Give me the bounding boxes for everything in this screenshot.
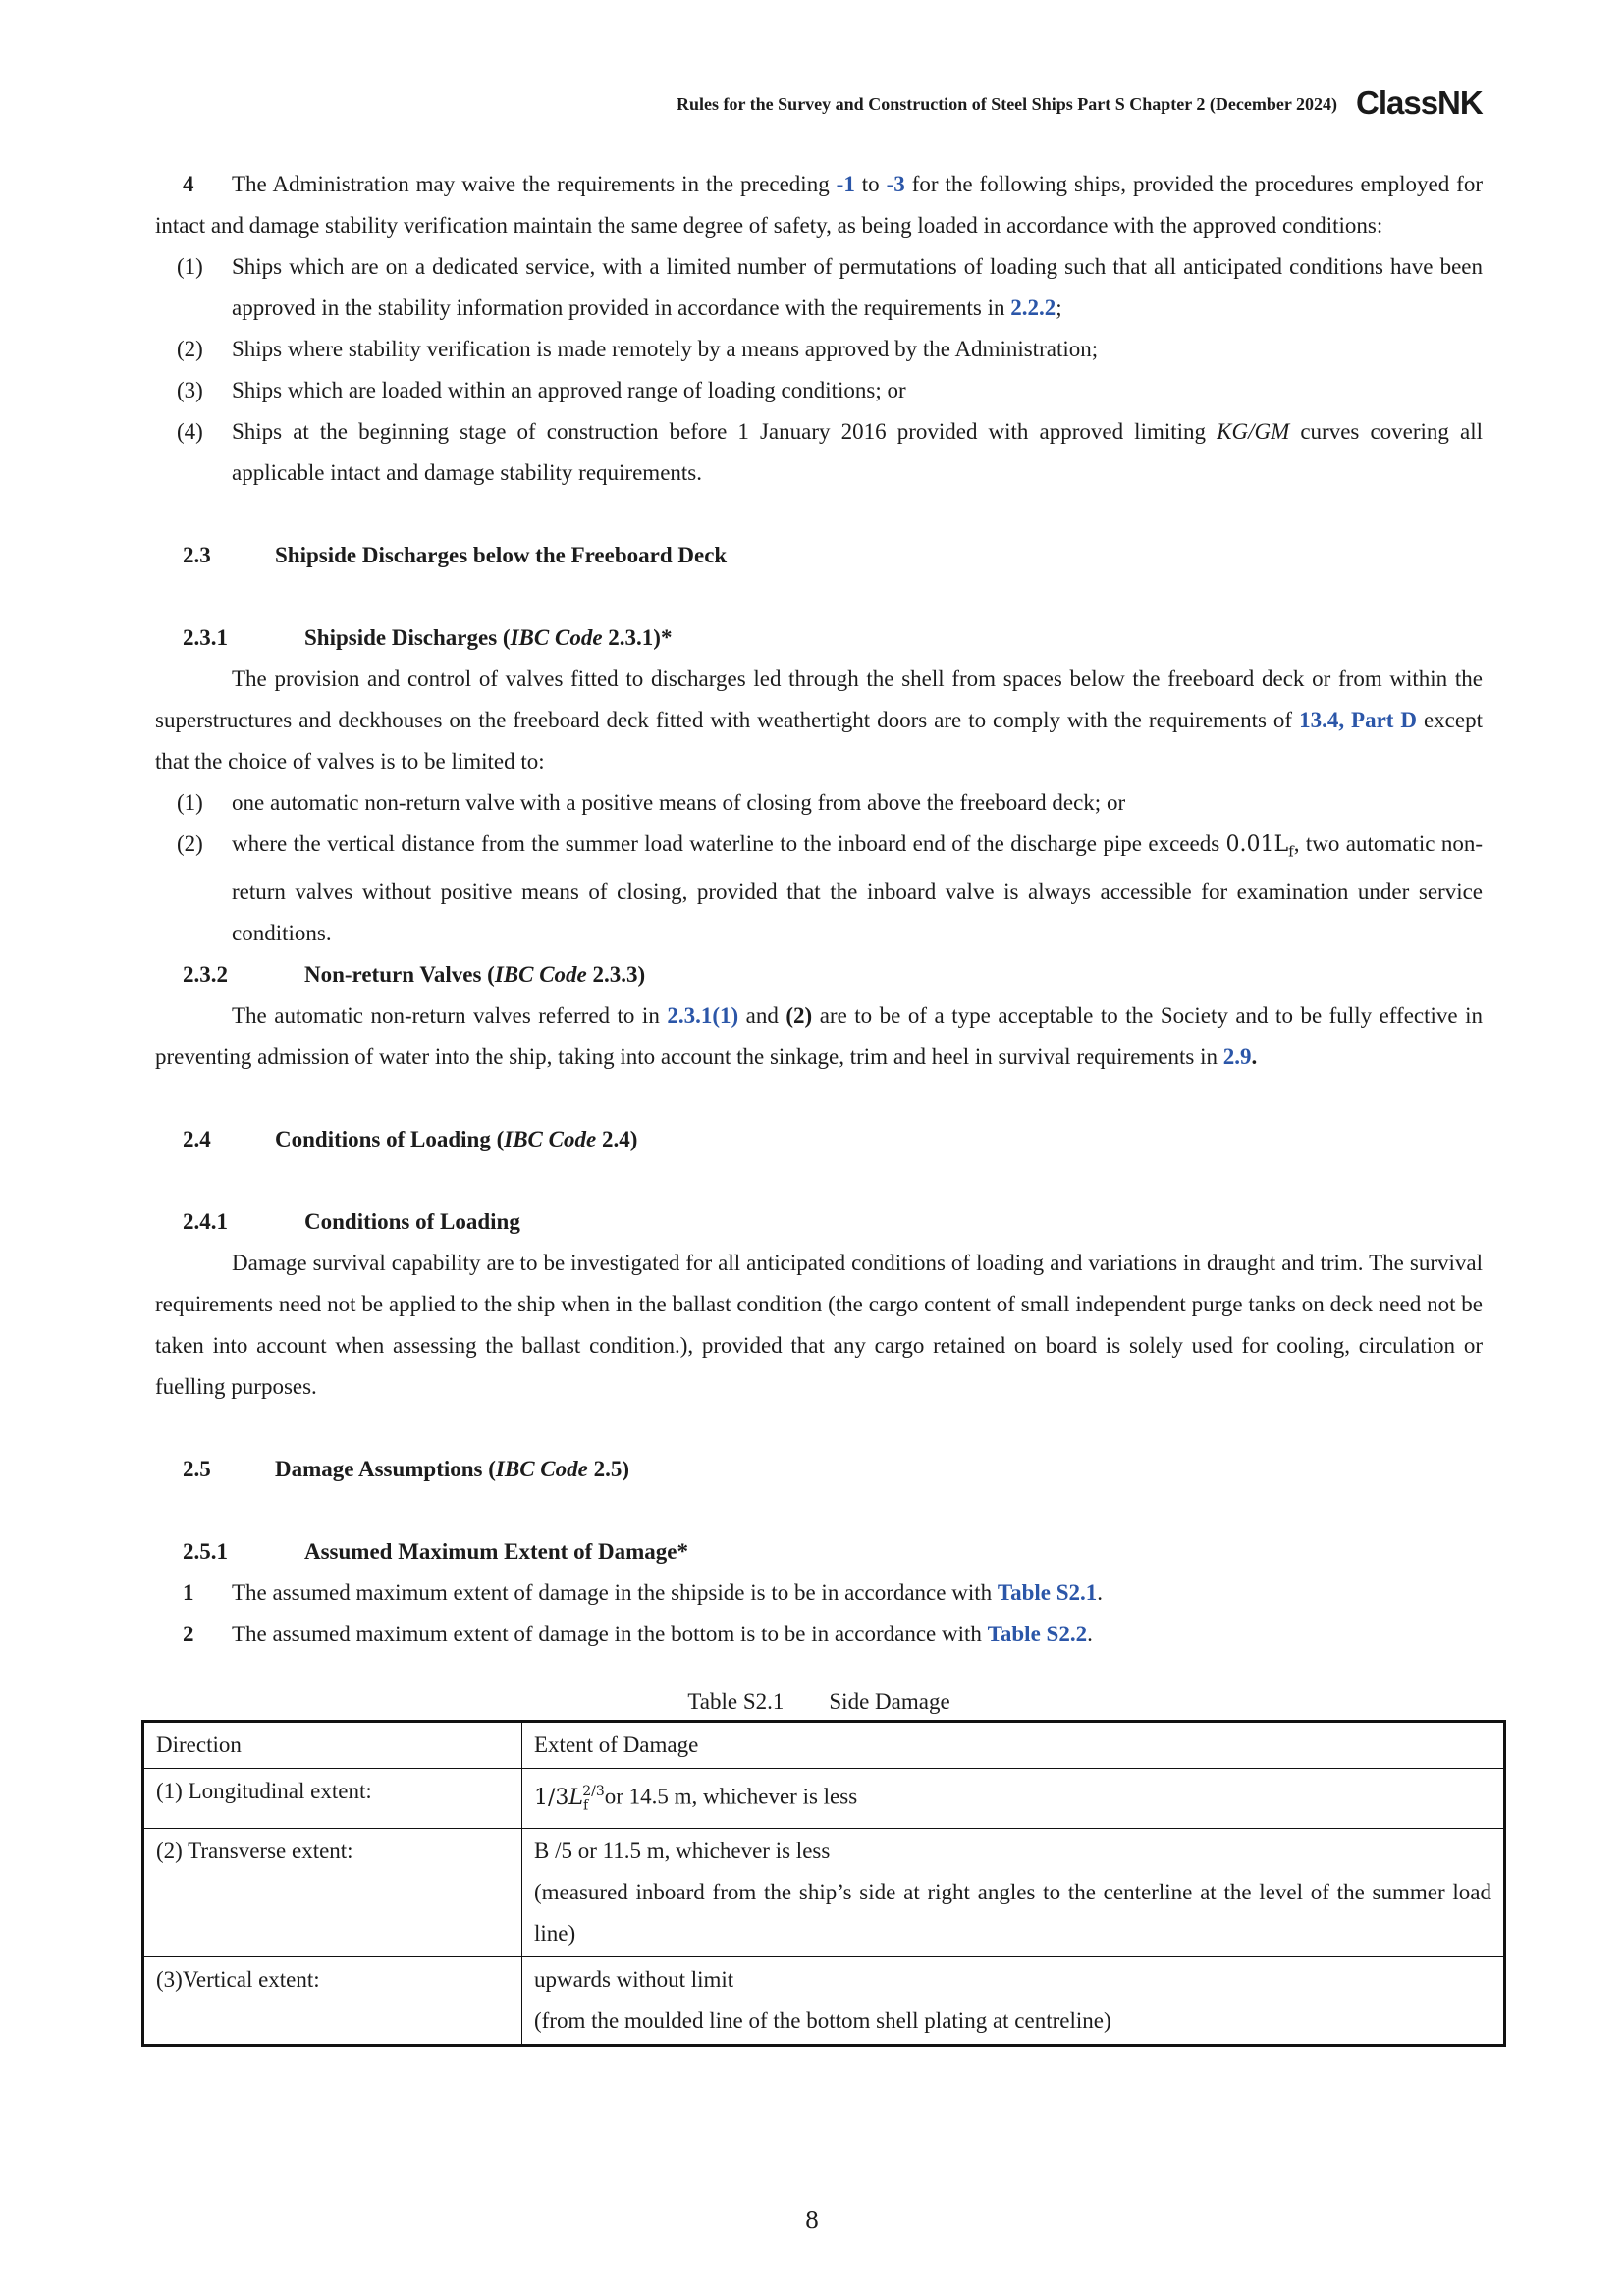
table-number: Table S2.1	[687, 1689, 785, 1715]
math-expression	[534, 1784, 605, 1814]
section-number: 2.3.1	[183, 625, 228, 650]
list-item	[155, 246, 1483, 329]
math-variable: L	[568, 1785, 584, 1810]
ref-link[interactable]: -3	[886, 172, 905, 196]
header-cell: Extent of Damage	[522, 1722, 1505, 1769]
section-title: 2.5)	[587, 1457, 630, 1482]
italic-text: IBC Code	[510, 625, 603, 650]
item-label: (3)	[177, 378, 203, 402]
section-title: Conditions of Loading (	[275, 1127, 505, 1152]
text: The automatic non-return valves referred to in	[232, 1003, 668, 1029]
table-row	[143, 1829, 1505, 1957]
item-label: (2)	[177, 831, 203, 856]
section-title: Conditions of Loading	[304, 1209, 520, 1235]
paragraph-number: 4	[183, 172, 194, 196]
table-row	[143, 1957, 1505, 2046]
table-cell	[522, 1957, 1505, 2046]
section-number: 2.3	[183, 543, 211, 567]
cell-line: (from the moulded line of the bottom shell plating at centreline)	[534, 2008, 1111, 2034]
text: .	[1087, 1622, 1093, 1647]
text: Ships which are on a dedicated service, with a limited number of permutations of loading such that all anticipated conditions have been approved in the stability information provided in accordance with the requirements in	[232, 254, 1483, 320]
text: The provision and control of valves fitted to discharges led through the shell from spaces below the freeboard deck or from within the superstructures and deckhouses on the freeboard deck fitted with weathertight doors are to comply with the requirements of	[155, 667, 1483, 732]
ref-link[interactable]: 2.3.1(1)	[667, 1003, 739, 1029]
ref-link[interactable]: Table S2.2	[987, 1622, 1088, 1647]
ref-link[interactable]: -1	[836, 172, 855, 196]
table-cell: (2) Transverse extent:	[143, 1829, 522, 1957]
section-heading-2-4-1	[155, 1201, 1483, 1243]
cell-line: B /5 or 11.5 m, whichever is less	[534, 1839, 831, 1864]
item-label: (1)	[177, 254, 203, 279]
table-cell	[522, 1829, 1505, 1957]
table-cell: (1) Longitudinal extent:	[143, 1769, 522, 1829]
list-item	[155, 411, 1483, 494]
text: The assumed maximum extent of damage in the shipside is to be in accordance with	[232, 1580, 998, 1606]
section-title: Assumed Maximum Extent of Damage*	[304, 1539, 688, 1565]
math-text: 0.01L	[1225, 832, 1289, 857]
section-heading-2-3-1	[155, 617, 1483, 659]
table-caption	[155, 1684, 1483, 1720]
paragraph	[155, 659, 1483, 782]
table-cell: (3)Vertical extent:	[143, 1957, 522, 2046]
section-number: 2.3.2	[183, 962, 228, 988]
section-number: 2.4	[183, 1127, 211, 1152]
section-title: Shipside Discharges below the Freeboard Deck	[275, 543, 728, 567]
text: to	[854, 172, 887, 196]
math-superscript: 2/3	[582, 1784, 605, 1800]
italic-text: IBC Code	[494, 962, 587, 988]
math-expression	[1225, 832, 1294, 861]
section-heading-2-5	[155, 1449, 1483, 1490]
item-label: (4)	[177, 419, 203, 444]
paragraph-1	[155, 1573, 1483, 1614]
ref-link[interactable]: Table S2.1	[997, 1580, 1098, 1606]
text: The assumed maximum extent of damage in the bottom is to be in accordance with	[232, 1622, 988, 1647]
section-heading-2-4	[155, 1119, 1483, 1160]
text: one automatic non-return valve with a positive means of closing from above the freeboard deck; or	[232, 790, 1126, 815]
section-number: 2.4.1	[183, 1209, 228, 1235]
ref-link[interactable]: 2.2.2	[1010, 295, 1056, 320]
cell-line: upwards without limit	[534, 1967, 734, 1993]
paragraph: Damage survival capability are to be investigated for all anticipated conditions of loading and variations in draught and trim. The survival requirements need not be applied to the ship when in the ballast condition (the cargo content of small independent purge tanks on deck need not be taken into account when assessing the ballast condition.), provided that any cargo retained on board is solely used for cooling, circulation or fuelling purposes.	[155, 1251, 1483, 1400]
math-subscript: f	[1288, 842, 1294, 861]
italic-text: IBC Code	[504, 1127, 597, 1152]
section-title: 2.4)	[596, 1127, 638, 1152]
list-item	[155, 824, 1483, 954]
section-heading-2-3-2	[155, 954, 1483, 995]
paragraph-2	[155, 1614, 1483, 1655]
header-cell: Direction	[143, 1722, 522, 1769]
section-heading-2-3	[155, 535, 1483, 576]
text: ;	[1056, 295, 1062, 320]
side-damage-table	[141, 1720, 1506, 2047]
header-title: Rules for the Survey and Construction of Steel Ships Part S Chapter 2 (December 2024)	[677, 94, 1337, 114]
paragraph-number: 2	[183, 1622, 194, 1647]
text: Ships at the beginning stage of construction before 1 January 2016 provided with approved limiting	[232, 419, 1218, 444]
text: except that the choice of valves is to be limited to:	[155, 708, 1483, 774]
list-item	[155, 370, 1483, 411]
text: or 14.5 m, whichever is less	[604, 1784, 858, 1809]
text: for the following ships, provided the procedures employed for intact and damage stability verification maintain the same degree of safety, as being loaded in accordance with the approved conditions:	[155, 172, 1484, 238]
paragraph-number: 1	[183, 1580, 194, 1606]
italic-text: IBC Code	[495, 1457, 588, 1482]
ref-link[interactable]: 13.4, Part D	[1299, 708, 1418, 732]
section-title: Non-return Valves (	[304, 962, 495, 988]
text: curves covering all applicable intact and damage stability requirements.	[232, 419, 1484, 485]
text: Ships where stability verification is made remotely by a means approved by the Administration;	[232, 337, 1099, 361]
item-label: (2)	[177, 337, 203, 361]
section-title: 2.3.3)	[586, 962, 646, 988]
table-header-row	[143, 1722, 1505, 1769]
section-heading-2-5-1	[155, 1531, 1483, 1573]
text: and	[738, 1003, 786, 1029]
item-label: (1)	[177, 790, 203, 815]
list-item	[155, 329, 1483, 370]
bold-text: (2)	[785, 1003, 813, 1029]
section-number: 2.5.1	[183, 1539, 228, 1565]
section-number: 2.5	[183, 1457, 211, 1482]
text: .	[1097, 1580, 1104, 1606]
table-title: Side Damage	[829, 1689, 950, 1715]
text: are to be of a type acceptable to the Society and to be fully effective in preventing admission of water into the ship, taking into account the sinkage, trim and heel in survival requirements in	[155, 1003, 1483, 1070]
page-number: 8	[805, 2205, 819, 2234]
text: .	[1251, 1044, 1258, 1070]
classnk-logo: ClassNK	[1356, 84, 1483, 121]
table-row	[143, 1769, 1505, 1829]
math-text: 1/3	[534, 1785, 569, 1810]
text: Ships which are loaded within an approved range of loading conditions; or	[232, 378, 906, 402]
list-item	[155, 782, 1483, 824]
text: The Administration may waive the requirements in the preceding	[232, 172, 837, 196]
section-title: Damage Assumptions (	[275, 1457, 496, 1482]
text: where the vertical distance from the summer load waterline to the inboard end of the discharge pipe exceeds	[232, 831, 1226, 856]
table-cell	[522, 1769, 1505, 1829]
cell-line: (measured inboard from the ship’s side at right angles to the centerline at the level of the summer load line)	[534, 1880, 1491, 1947]
document-body	[155, 164, 1491, 2047]
paragraph	[155, 995, 1483, 1078]
section-title: Shipside Discharges (	[304, 625, 511, 650]
section-title: 2.3.1)*	[602, 625, 673, 650]
ref-link[interactable]: 2.9	[1222, 1044, 1252, 1070]
paragraph-4	[155, 164, 1483, 246]
math-subscript: f	[583, 1797, 589, 1814]
italic-text: KG/GM	[1217, 419, 1290, 444]
text: , two automatic non-return valves without positive means of closing, provided that the inboard valve is always accessible for examination under service conditions.	[232, 831, 1483, 946]
page-header	[0, 84, 1624, 124]
